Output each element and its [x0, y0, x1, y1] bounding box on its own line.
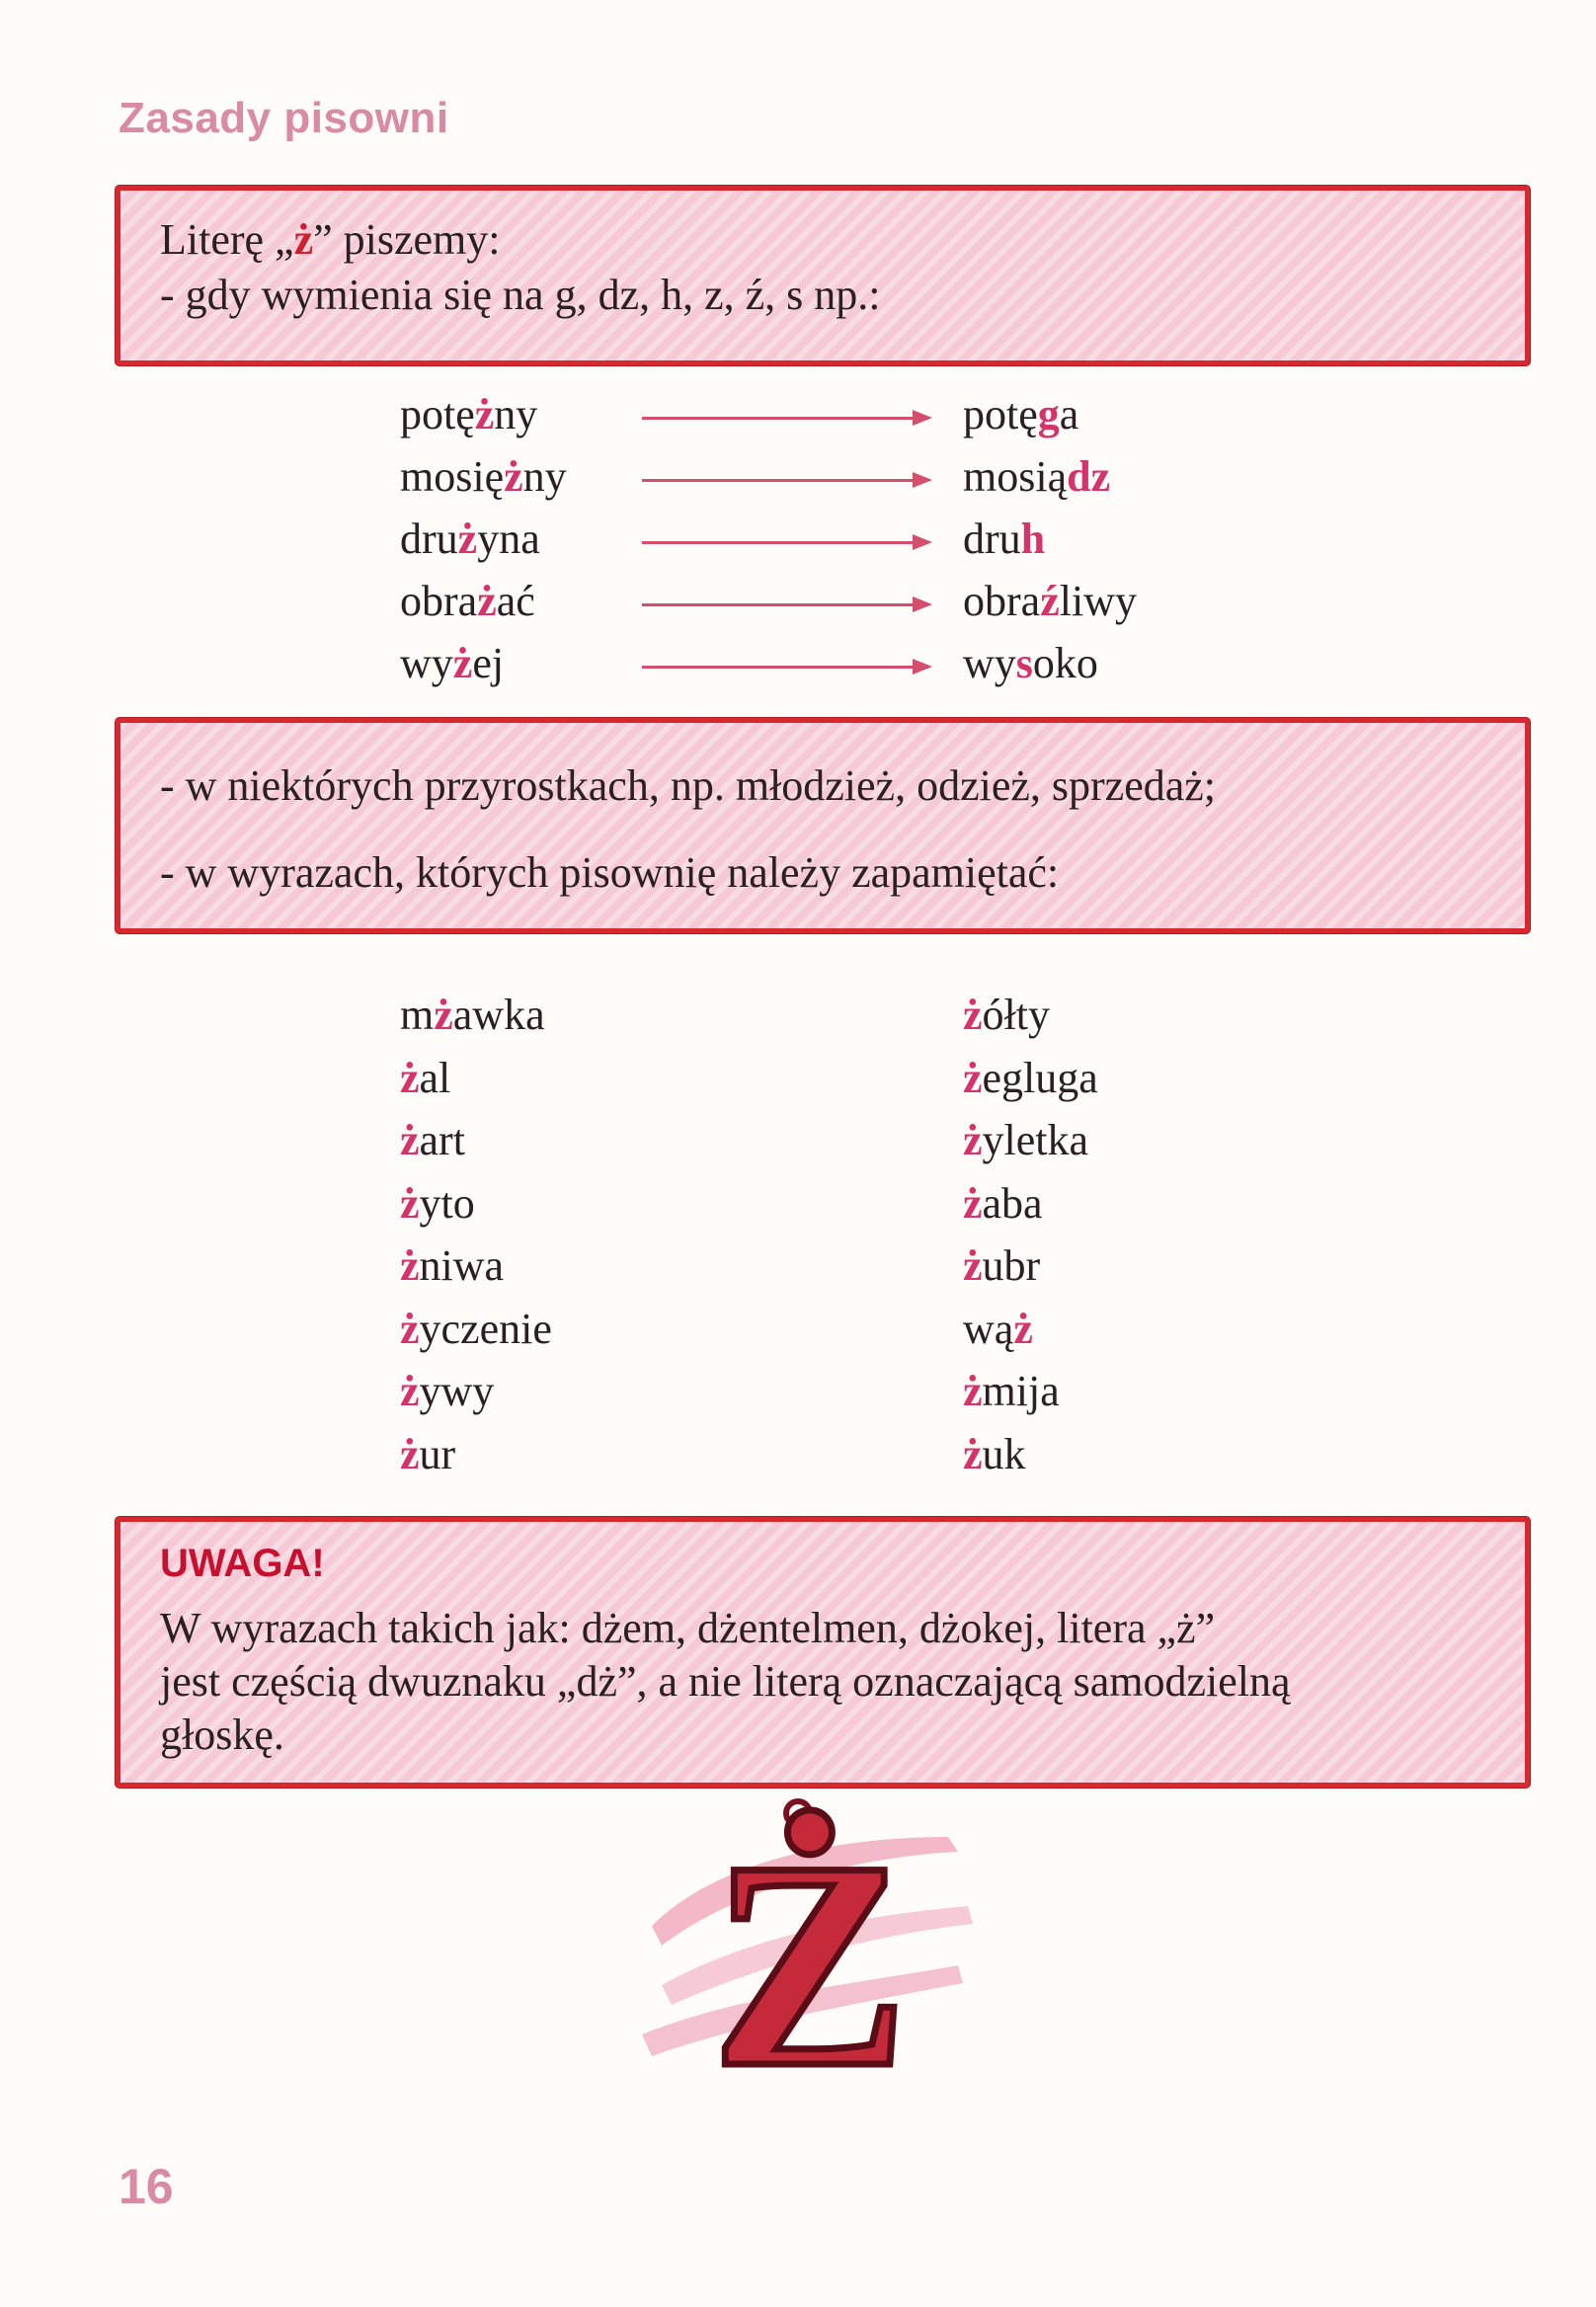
memorize-word — [400, 1429, 455, 1480]
note-line-3: głoskę. — [160, 1710, 284, 1759]
word-part: al — [419, 1053, 451, 1102]
word-part: dru — [963, 515, 1021, 563]
word-part: awka — [452, 991, 545, 1039]
word-part: aba — [982, 1178, 1043, 1228]
word-part: obra — [963, 577, 1041, 625]
suffix-line-2: - w wyrazach, których pisownię należy zapamiętać: — [160, 848, 1060, 897]
word-part: mosią — [963, 452, 1068, 501]
memorize-word — [400, 1240, 504, 1292]
word-part: oko — [1032, 639, 1098, 687]
word-highlight: ż — [452, 639, 473, 687]
word-highlight: ż — [400, 1116, 420, 1164]
word-part: potę — [963, 390, 1038, 438]
alternation-source-word — [400, 638, 504, 689]
word-highlight: ż — [400, 1429, 420, 1478]
word-part: dru — [400, 515, 458, 563]
word-highlight: ż — [963, 1178, 983, 1228]
word-highlight: ż — [400, 1178, 420, 1228]
alternation-target-word — [963, 389, 1078, 440]
alternation-source-word — [400, 514, 540, 565]
page-header: Zasady pisowni — [119, 94, 449, 142]
memorize-word — [400, 1366, 494, 1417]
rule-line-1 — [160, 214, 501, 266]
memorize-word — [400, 1304, 552, 1355]
word-part: a — [1059, 390, 1079, 438]
rule-line-1-text-end: ” piszemy: — [313, 215, 501, 264]
alternation-target-word — [963, 451, 1110, 503]
word-part: ać — [496, 577, 535, 625]
word-highlight: g — [1037, 390, 1060, 438]
word-part: niwa — [419, 1241, 505, 1290]
suffix-box — [116, 718, 1530, 933]
word-highlight: ż — [400, 1304, 420, 1353]
note-label: UWAGA! — [160, 1542, 325, 1585]
word-part: uk — [982, 1429, 1026, 1478]
memorize-word — [400, 1115, 465, 1166]
arrow-right-icon — [642, 541, 928, 544]
memorize-word — [963, 1429, 1026, 1480]
alternation-target-word — [963, 514, 1045, 565]
alternation-target-word — [963, 638, 1098, 689]
suffix-line-1: - w niektórych przyrostkach, np. młodzież, odzież, sprzedaż; — [160, 761, 1217, 810]
alternation-source-word — [400, 389, 537, 440]
word-highlight: ż — [963, 1116, 983, 1164]
arrow-right-icon — [642, 603, 928, 606]
word-highlight: ż — [457, 515, 478, 563]
memorize-word — [963, 1366, 1060, 1417]
memorize-word — [963, 1240, 1040, 1292]
memorize-word — [400, 1053, 450, 1104]
word-highlight: ż — [963, 1367, 983, 1415]
word-part: ywy — [419, 1367, 495, 1415]
word-part: wy — [400, 639, 453, 687]
memorize-word — [963, 1053, 1098, 1104]
alternation-target-word — [963, 576, 1137, 627]
word-highlight: ż — [400, 1367, 420, 1415]
word-part: yto — [419, 1178, 475, 1228]
letter-z-dot-icon — [632, 1797, 988, 2094]
rule-line-2: - gdy wymienia się na g, dz, h, z, ź, s np.: — [160, 271, 881, 319]
word-part: wy — [963, 639, 1016, 687]
word-highlight: ż — [963, 1241, 983, 1290]
arrow-right-icon — [642, 666, 928, 669]
memorize-word — [400, 990, 545, 1041]
word-highlight: ż — [474, 390, 495, 438]
word-part: art — [419, 1116, 465, 1164]
note-box — [116, 1517, 1530, 1788]
word-highlight: ż — [434, 991, 453, 1039]
word-part: yczenie — [419, 1304, 552, 1353]
note-line-1: W wyrazach takich jak: dżem, dżentelmen, dżokej, litera „ż” — [160, 1604, 1216, 1652]
word-highlight: ż — [963, 1053, 983, 1102]
word-highlight: ż — [477, 577, 497, 625]
word-part: ółty — [982, 991, 1050, 1039]
word-part: egluga — [982, 1053, 1098, 1102]
word-highlight: ź — [1040, 577, 1060, 625]
note-line-2: jest częścią dwuznaku „dż”, a nie literą oznaczającą samodzielną — [160, 1657, 1291, 1706]
page-number: 16 — [119, 2159, 174, 2214]
word-part: ny — [522, 452, 567, 501]
arrow-right-icon — [642, 417, 928, 420]
word-highlight: dz — [1067, 452, 1111, 501]
word-part: yletka — [982, 1116, 1089, 1164]
alternation-source-word — [400, 451, 567, 503]
word-highlight: ż — [963, 1429, 983, 1478]
word-part: mosię — [400, 452, 505, 501]
word-highlight: ż — [963, 991, 983, 1039]
word-part: ny — [494, 390, 538, 438]
rule-line-1-text: Literę „ — [160, 215, 294, 264]
word-highlight: ż — [400, 1053, 420, 1102]
word-part: wą — [963, 1304, 1014, 1353]
word-part: ur — [419, 1429, 456, 1478]
word-highlight: h — [1020, 515, 1046, 563]
memorize-word — [963, 1115, 1088, 1166]
word-highlight: ż — [1013, 1304, 1033, 1353]
memorize-word — [963, 1304, 1033, 1355]
alternation-source-word — [400, 576, 535, 627]
word-part: ej — [472, 639, 505, 687]
memorize-word — [400, 1178, 475, 1230]
word-highlight: ż — [504, 452, 523, 501]
rule-box — [116, 186, 1530, 365]
word-part: liwy — [1059, 577, 1137, 625]
word-part: m — [400, 991, 435, 1039]
word-part: potę — [400, 390, 475, 438]
memorize-word — [963, 1178, 1043, 1230]
big-letter-glyph: Ż — [710, 1800, 910, 2094]
word-part: yna — [477, 515, 540, 563]
word-part: ubr — [982, 1241, 1041, 1290]
word-highlight: ż — [400, 1241, 420, 1290]
memorize-word — [963, 990, 1050, 1041]
word-highlight: s — [1015, 639, 1033, 687]
arrow-right-icon — [642, 479, 928, 482]
word-part: mija — [982, 1367, 1060, 1415]
rule-line-1-highlight: ż — [293, 215, 314, 264]
word-part: obra — [400, 577, 478, 625]
